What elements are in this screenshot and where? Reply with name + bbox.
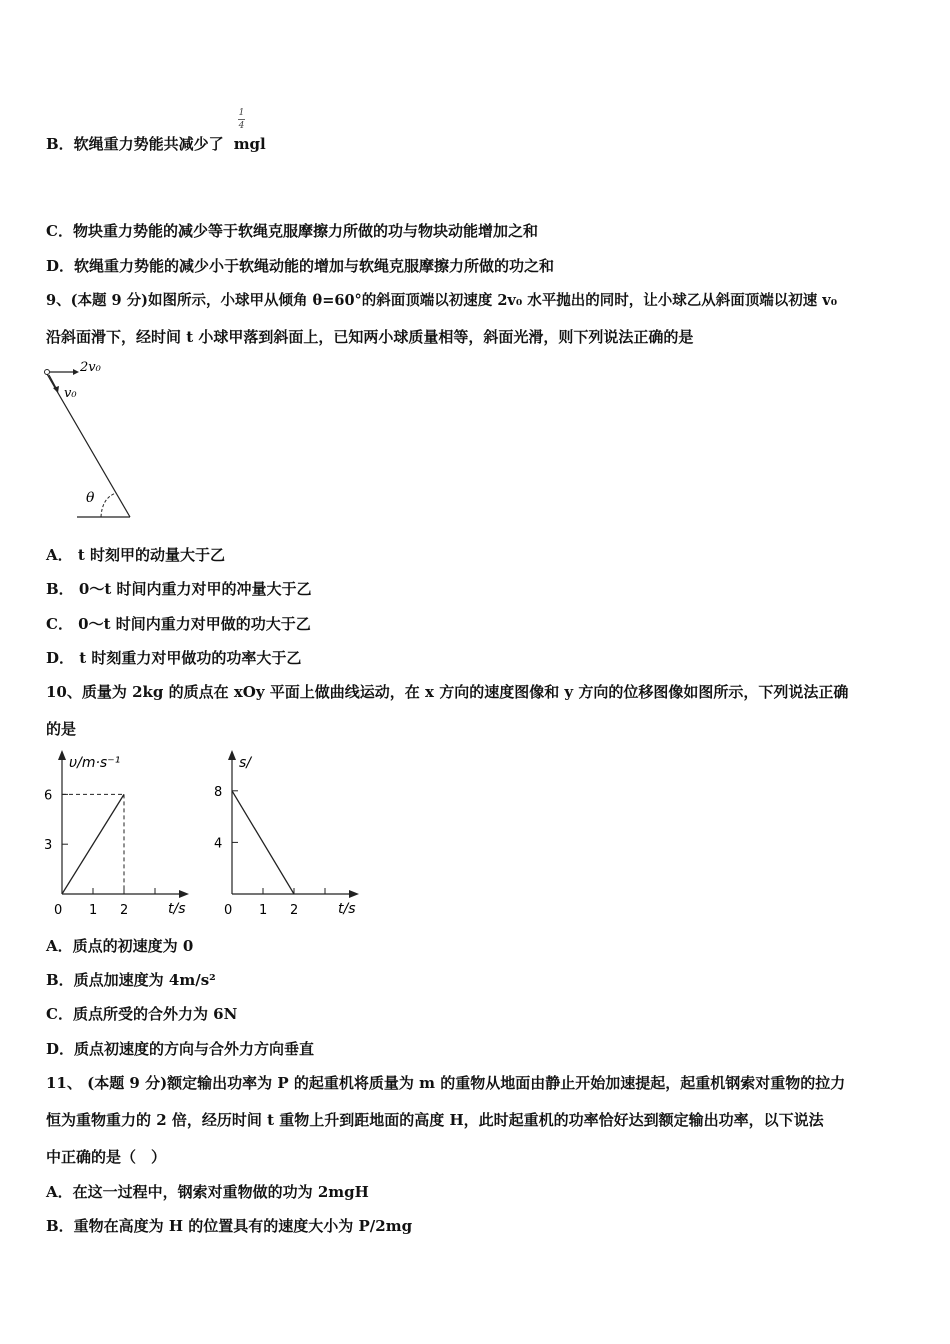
- q8-option-b: [46, 134, 266, 154]
- label-theta: θ: [86, 490, 95, 506]
- horizontal-arrowhead-icon: [73, 369, 79, 375]
- s-chart-x-arrow-icon: [349, 890, 359, 898]
- q9-option-b: B． 0～t 时间内重力对甲的冲量大于乙: [46, 580, 312, 598]
- q11-option-b: B．重物在高度为 H 的位置具有的速度大小为 P/2mg: [46, 1217, 413, 1235]
- q8-option-c: C．物块重力势能的减少等于软绳克服摩擦力所做的功与物块动能增加之和: [46, 222, 538, 240]
- q10-option-a: A．质点的初速度为 0: [46, 937, 194, 955]
- v-chart-x-tick-label: 0: [54, 903, 63, 918]
- v-chart-data-line: [62, 794, 124, 894]
- q8-option-b-suffix: mgl: [233, 135, 266, 153]
- q11-stem-line-3: 中正确的是（ ）: [46, 1148, 167, 1166]
- slope-velocity-arrow: [49, 375, 56, 388]
- v-chart-x-tick-label: 2: [120, 903, 129, 918]
- q10-option-d: D．质点初速度的方向与合外力方向垂直: [46, 1040, 315, 1058]
- v-chart-ylabel: υ/m·s⁻¹: [69, 755, 121, 771]
- q11-stem-line-2: 恒为重物重力的 2 倍，经历时间 t 重物上升到距地面的高度 H，此时起重机的功率恰好达到额定输出功率，以下说法: [46, 1111, 824, 1129]
- q10-option-b: B．质点加速度为 4m/s²: [46, 971, 216, 989]
- v-chart-y-tick-label: 3: [44, 838, 53, 854]
- s-chart-xlabel: t/s: [338, 901, 356, 917]
- ball-icon: [45, 370, 50, 375]
- q11-stem-line-1: 11、 (本题 9 分)额定输出功率为 P 的起重机将质量为 m 的重物从地面由静止开始加速提起，起重机钢索对重物的拉力: [46, 1074, 846, 1092]
- q8-option-b-prefix: B．软绳重力势能共减少了: [46, 135, 224, 153]
- s-chart-data-line: [232, 791, 294, 894]
- label-v0: v₀: [64, 386, 77, 401]
- q10-option-c: C．质点所受的合外力为 6N: [46, 1005, 238, 1023]
- label-2v0: 2v₀: [80, 360, 101, 375]
- v-chart-x-tick-label: 1: [89, 903, 98, 918]
- q8-fraction-numerator: 1: [238, 108, 245, 118]
- velocity-time-chart: [38, 748, 198, 920]
- q11-option-a: A．在这一过程中，钢索对重物做的功为 2mgH: [46, 1183, 369, 1201]
- s-chart-y-arrow-icon: [228, 750, 236, 760]
- q10-stem-line-1: 10、质量为 2kg 的质点在 xOy 平面上做曲线运动，在 x 方向的速度图像和 y 方向的位移图像如图所示，下列说法正确: [46, 683, 849, 701]
- q9-option-c: C． 0～t 时间内重力对甲做的功大于乙: [46, 615, 311, 633]
- s-chart-y-tick-label: 4: [214, 836, 223, 852]
- q9-option-d: D． t 时刻重力对甲做功的功率大于乙: [46, 649, 302, 667]
- q9-stem-line-1: 9、(本题 9 分)如图所示，小球甲从倾角 θ=60°的斜面顶端以初速度 2v₀ 水平抛出的同时，让小球乙从斜面顶端以初速 v₀: [46, 292, 838, 309]
- displacement-time-chart: [208, 748, 368, 920]
- angle-arc: [101, 493, 116, 517]
- s-chart-x-tick-label: 2: [290, 903, 299, 918]
- s-chart-ylabel: s/: [239, 755, 252, 771]
- q8-fraction: [238, 108, 245, 131]
- v-chart-x-arrow-icon: [179, 890, 189, 898]
- q9-stem-line-2: 沿斜面滑下，经时间 t 小球甲落到斜面上，已知两小球质量相等，斜面光滑，则下列说法正确的是: [46, 328, 694, 346]
- s-chart-x-tick-label: 1: [259, 903, 268, 918]
- v-chart-y-arrow-icon: [58, 750, 66, 760]
- q9-incline-figure: [40, 355, 150, 525]
- v-chart-y-tick-label: 6: [44, 788, 53, 804]
- q9-option-a: A． t 时刻甲的动量大于乙: [46, 546, 226, 564]
- s-chart-x-tick-label: 0: [224, 903, 233, 918]
- s-chart-y-tick-label: 8: [214, 784, 223, 800]
- q8-fraction-denominator: 4: [238, 121, 245, 131]
- q10-stem-line-2: 的是: [46, 720, 77, 738]
- v-chart-xlabel: t/s: [168, 901, 186, 917]
- q8-option-d: D．软绳重力势能的减少小于软绳动能的增加与软绳克服摩擦力所做的功之和: [46, 257, 555, 275]
